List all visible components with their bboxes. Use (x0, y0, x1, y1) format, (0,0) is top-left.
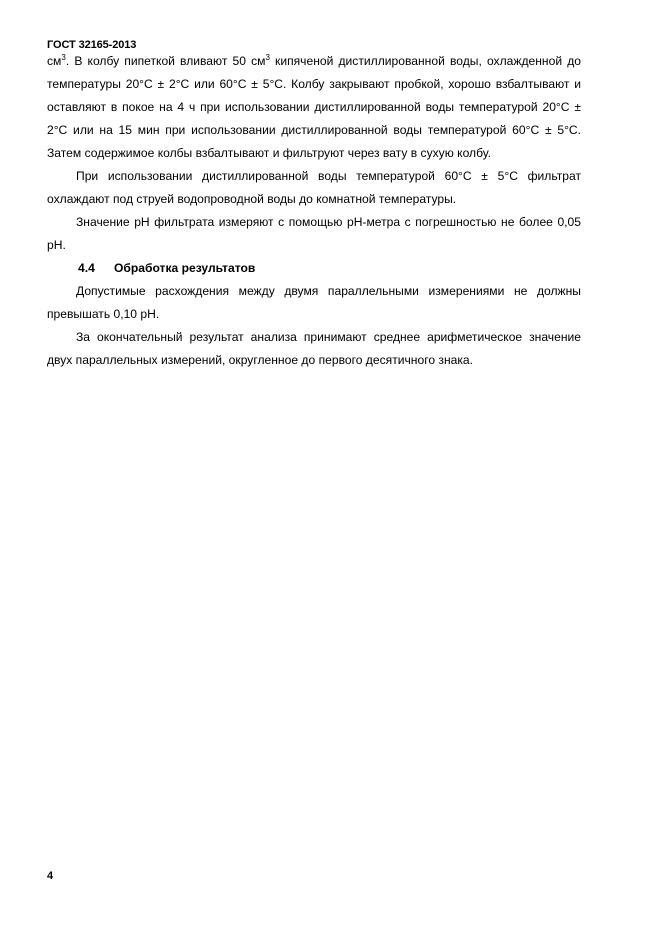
body-text (47, 50, 581, 372)
standard-code-header: ГОСТ 32165-2013 (47, 39, 137, 51)
paragraph-procedure-part-c: кипяченой дистиллированной воды, охлажденной до температуры 20°С ± 2°С или 60°С ± 5°С. Колбу закрывают пробкой, хорошо взбалтывают и оставляют в покое на 4 ч при использовании дистиллированной воды температурой 20°С ± 2°С или на 15 мин при использовании дистиллированной воды температурой 60°С ± 5°С. Затем содержимое колбы взбалтывают и фильтруют через вату в сухую колбу. (47, 54, 581, 160)
paragraph-ph-measurement: Значение pH фильтрата измеряют с помощью pH-метра с погрешностью не более 0,05 pH. (47, 215, 581, 252)
section-heading (47, 257, 581, 280)
section-number: 4.4 (78, 261, 95, 275)
paragraph-tolerance: Допустимые расхождения между двумя параллельными измерениями не должны превышать 0,10 pH. (47, 284, 581, 321)
paragraph-procedure-part-b: . В колбу пипеткой вливают 50 см (65, 54, 266, 68)
paragraph-cooling: При использовании дистиллированной воды температурой 60°С ± 5°С фильтрат охлаждают под струей водопроводной воды до комнатной температуры. (47, 169, 581, 206)
page-number: 4 (47, 870, 54, 882)
paragraph-procedure-part-a: см (47, 54, 62, 68)
paragraph-final-result: За окончательный результат анализа принимают среднее арифметическое значение двух параллельных измерений, округленное до первого десятичного знака. (47, 330, 581, 367)
section-title: Обработка результатов (114, 261, 256, 275)
superscript-cubic-1: 3 (61, 53, 66, 62)
paragraph-procedure (47, 50, 581, 165)
superscript-cubic-2: 3 (265, 53, 270, 62)
